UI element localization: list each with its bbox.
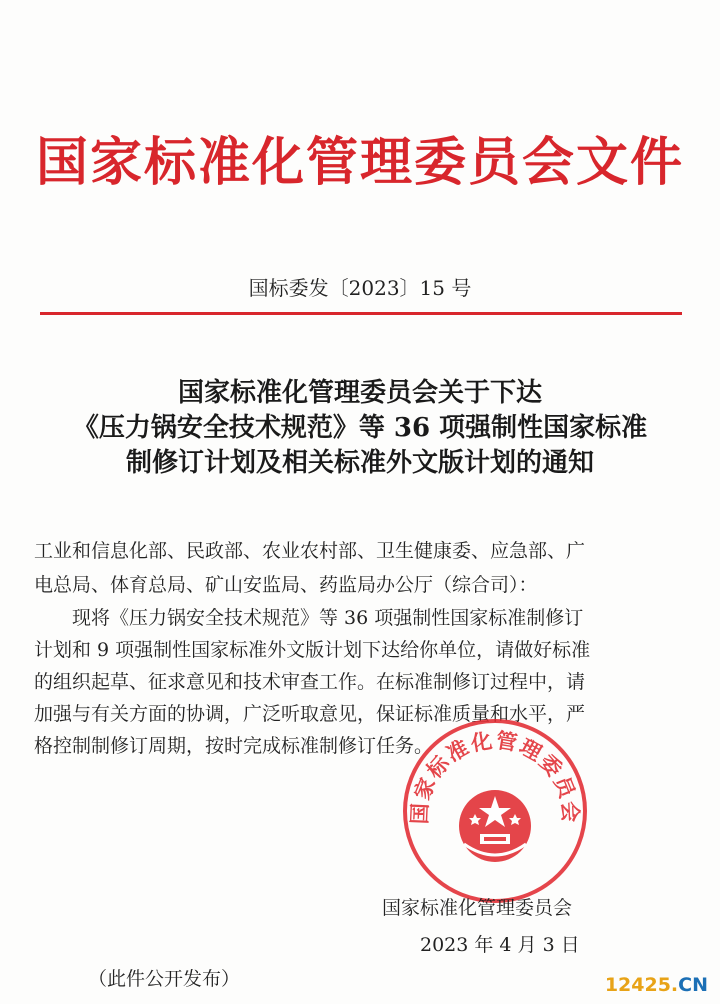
body-paragraph xyxy=(34,602,694,762)
notice-title-line: 《压力锅安全技术规范》等 36 项强制性国家标准 xyxy=(72,413,648,443)
watermark-dot: . xyxy=(670,974,679,996)
notice-title-line: 制修订计划及相关标准外文版计划的通知 xyxy=(125,448,594,478)
document-number: 国标委发〔2023〕15 号 xyxy=(248,276,472,300)
document-header-title: 国家标准化管理委员会文件 xyxy=(35,133,684,193)
notice-title-line: 国家标准化管理委员会关于下达 xyxy=(177,378,542,408)
recipients-line: 电总局、体育总局、矿山安监局、药监局办公厅（综合司）： xyxy=(34,574,538,596)
body-line: 的组织起草、征求意见和技术审查工作。在标准制修订过程中，请 xyxy=(34,671,586,693)
body-line: 现将《压力锅安全技术规范》等 36 项强制性国家标准制修订 xyxy=(34,607,584,629)
watermark-tld: CN xyxy=(678,974,708,996)
recipients-line: 工业和信息化部、民政部、农业农村部、卫生健康委、应急部、广 xyxy=(34,540,586,562)
body-line: 加强与有关方面的协调，广泛听取意见，保证标准质量和水平，严 xyxy=(34,703,586,725)
body-line: 计划和 9 项强制性国家标准外文版计划下达给你单位，请做好标准 xyxy=(34,639,591,661)
red-divider-rule xyxy=(40,312,682,315)
body-line: 格控制制修订周期，按时完成标准制修订任务。 xyxy=(34,735,434,757)
recipients-block xyxy=(34,534,694,602)
seal-text: 国家标准化管理委员会 xyxy=(407,728,583,825)
public-release-note: （此件公开发布） xyxy=(88,968,241,990)
issuer-signature: 国家标准化管理委员会 xyxy=(382,897,573,919)
site-watermark xyxy=(605,974,708,996)
national-emblem-icon xyxy=(459,790,531,862)
notice-title xyxy=(30,376,690,481)
issue-date: 2023 年 4 月 3 日 xyxy=(420,934,580,956)
official-seal xyxy=(400,716,590,906)
watermark-number: 12425 xyxy=(604,974,671,996)
